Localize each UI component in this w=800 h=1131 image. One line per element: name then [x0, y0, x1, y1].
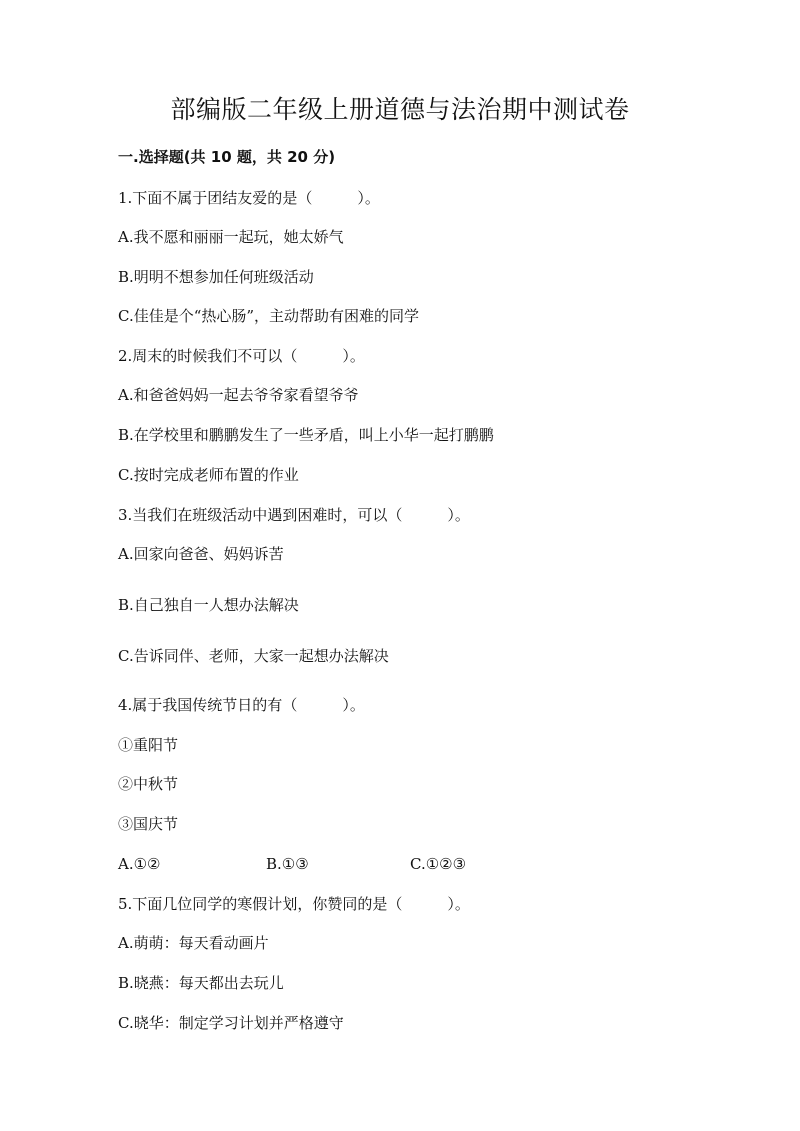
question-5-option-b: B.晓燕：每天都出去玩儿 — [118, 974, 284, 992]
question-4-item-2: ②中秋节 — [118, 775, 179, 793]
question-4-stem: 4.属于我国传统节日的有（ ）。 — [118, 696, 365, 714]
section-heading: 一.选择题(共 10 题，共 20 分) — [118, 148, 336, 166]
question-4-item-1: ①重阳节 — [118, 736, 179, 754]
question-3-option-b: B.自己独自一人想办法解决 — [118, 596, 299, 614]
question-2-option-b: B.在学校里和鹏鹏发生了一些矛盾，叫上小华一起打鹏鹏 — [118, 426, 494, 444]
page-title: 部编版二年级上册道德与法治期中测试卷 — [170, 95, 630, 124]
question-2-stem: 2.周末的时候我们不可以（ ）。 — [118, 347, 365, 365]
question-1-stem: 1.下面不属于团结友爱的是（ ）。 — [118, 189, 380, 207]
question-3-stem: 3.当我们在班级活动中遇到困难时，可以（ ）。 — [118, 506, 470, 524]
question-1-option-b: B.明明不想参加任何班级活动 — [118, 268, 314, 286]
question-4-item-3: ③国庆节 — [118, 815, 179, 833]
question-5-option-a: A.萌萌：每天看动画片 — [118, 934, 269, 952]
question-5-option-c: C.晓华：制定学习计划并严格遵守 — [118, 1014, 344, 1032]
question-3-option-c: C.告诉同伴、老师，大家一起想办法解决 — [118, 647, 389, 665]
question-1-option-a: A.我不愿和丽丽一起玩，她太娇气 — [118, 228, 344, 246]
question-3-option-a: A.回家向爸爸、妈妈诉苦 — [118, 545, 284, 563]
question-2-option-a: A.和爸爸妈妈一起去爷爷家看望爷爷 — [118, 386, 359, 404]
question-4-option-c: C.①②③ — [410, 855, 467, 873]
question-5-stem: 5.下面几位同学的寒假计划，你赞同的是（ ）。 — [118, 895, 470, 913]
question-1-option-c: C.佳佳是个“热心肠”，主动帮助有困难的同学 — [118, 307, 420, 325]
question-2-option-c: C.按时完成老师布置的作业 — [118, 466, 299, 484]
question-4-option-b: B.①③ — [266, 855, 309, 873]
question-4-option-a: A.①② — [118, 855, 161, 873]
